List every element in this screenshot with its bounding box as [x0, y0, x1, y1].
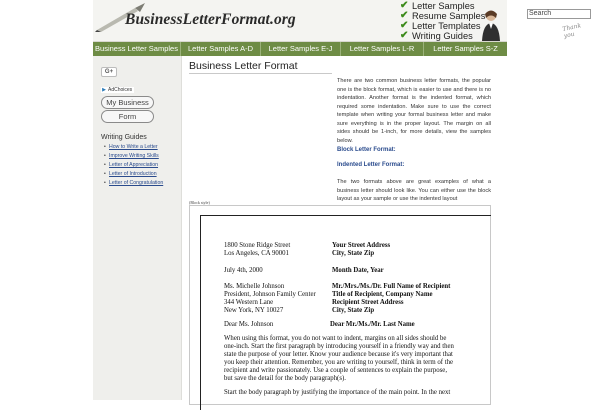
nav-business-letter-samples[interactable]: Business Letter Samples [93, 42, 181, 56]
recipient-name: Ms. Michelle Johnson [224, 283, 285, 290]
writing-guides-list [105, 144, 175, 189]
feature-item [400, 11, 485, 21]
main-nav [93, 42, 507, 56]
ad-form-button[interactable]: Form [101, 110, 154, 123]
adchoices-icon: ▶ [102, 87, 106, 93]
nav-letter-samples-e-j[interactable]: Letter Samples E-J [261, 42, 341, 56]
sender-city-line: Los Angeles, CA 90001 [224, 250, 289, 257]
feature-label: Letter Samples [412, 1, 475, 11]
letter-date: July 4th, 2000 [224, 267, 263, 274]
checkmark-icon: ✔ [400, 30, 409, 41]
checkmark-icon: ✔ [400, 10, 409, 21]
recipient-street: 344 Western Lane [224, 299, 274, 306]
sender-address-line: 1800 Stone Ridge Street [224, 242, 291, 249]
outro-paragraph: The two formats above are great examples of what a business letter should look like. You can either use the block layout as your sample or use the indented layout [337, 179, 491, 202]
letter-body-paragraph: Start the body paragraph by justifying the importance of the main point. In the next [224, 389, 451, 396]
guide-date-label: Month Date, Year [332, 267, 384, 274]
intro-paragraph: There are two common business letter formats, the popular one is the block format, which is easier to use and there is no indentation. Another format is the indented format, which required some indentation. Make sure to use the correct template when writing your formal business letter and make sure everything is in the proper layout. The margin on all sides should be 1-inch, for more details, view the samples below. [337, 78, 491, 144]
list-item [105, 180, 175, 186]
guide-salutation-label: Dear Mr./Ms./Mr. Last Name [330, 321, 415, 328]
adchoices-label: AdChoices [108, 87, 133, 93]
guide-name-label: Mr./Mrs./Ms./Dr. Full Name of Recipient [332, 283, 451, 290]
feature-item [400, 21, 485, 31]
guide-city-label: City, State Zip [332, 250, 375, 257]
checkmark-icon: ✔ [400, 20, 409, 31]
letter-body-paragraph: When using this format, you do not want to indent, margins on all sides should be one-inch. Start the first paragraph by introducing yourself in a friendly way and then state the purpose of your letter. Know your audience because it's very important that you keep their attention. Remember, you are writing to yourself, think in term of the recipient and write passionately. Use a couple of sentences to explain the purpose, but save the detail for the body paragraph(s). [224, 335, 454, 382]
recipient-city: New York, NY 10027 [224, 307, 284, 314]
feature-item [400, 31, 485, 41]
site-logo[interactable]: BusinessLetterFormat.org [125, 11, 296, 28]
site-header [93, 0, 582, 42]
recipient-title: President, Johnson Family Center [224, 291, 316, 298]
writing-guides-title: Writing Guides [101, 134, 147, 141]
ad-my-business-button[interactable]: My Business [101, 96, 154, 109]
indented-format-link[interactable]: Indented Letter Format: [337, 162, 405, 168]
nav-letter-samples-a-d[interactable]: Letter Samples A-D [181, 42, 261, 56]
guide-link[interactable]: How to Write a Letter [109, 144, 158, 150]
list-item [105, 153, 175, 159]
list-item [105, 171, 175, 177]
guide-title-label: Title of Recipient, Company Name [332, 291, 433, 298]
woman-photo [481, 9, 501, 41]
checkmark-icon: ✔ [400, 0, 409, 11]
guide-link[interactable]: Improve Writing Skills [109, 153, 159, 159]
letter-salutation: Dear Ms. Johnson [224, 321, 274, 328]
nav-letter-samples-s-z[interactable]: Letter Samples S-Z [433, 44, 498, 53]
guide-link[interactable]: Letter of Introduction [109, 171, 157, 177]
feature-list [400, 1, 485, 41]
block-format-link[interactable]: Block Letter Format: [337, 147, 396, 153]
page-title: Business Letter Format [189, 60, 298, 72]
list-item [105, 144, 175, 150]
left-sidebar [93, 56, 182, 400]
guide-r-street-label: Recipient Street Address [332, 299, 404, 306]
adchoices-badge[interactable] [101, 87, 134, 93]
guide-street-label: Your Street Address [332, 242, 391, 249]
letter-caption: (Block style) [189, 200, 210, 205]
guide-link[interactable]: Letter of Appreciation [109, 162, 159, 168]
feature-item [400, 1, 485, 11]
guide-r-city-label: City, State Zip [332, 307, 375, 314]
feature-label: Resume Samples [412, 11, 486, 21]
search-label: Search [529, 10, 552, 17]
list-item [105, 162, 175, 168]
google-plus-button[interactable]: G+ [101, 67, 117, 77]
nav-letter-samples-l-r[interactable]: Letter Samples L-R [341, 42, 424, 56]
feature-label: Letter Templates [412, 21, 481, 31]
title-divider [189, 73, 332, 74]
guide-link[interactable]: Letter of Congratulation [109, 180, 164, 186]
feature-label: Writing Guides [412, 31, 473, 41]
thank-you-stamp: Thank you [561, 22, 582, 40]
